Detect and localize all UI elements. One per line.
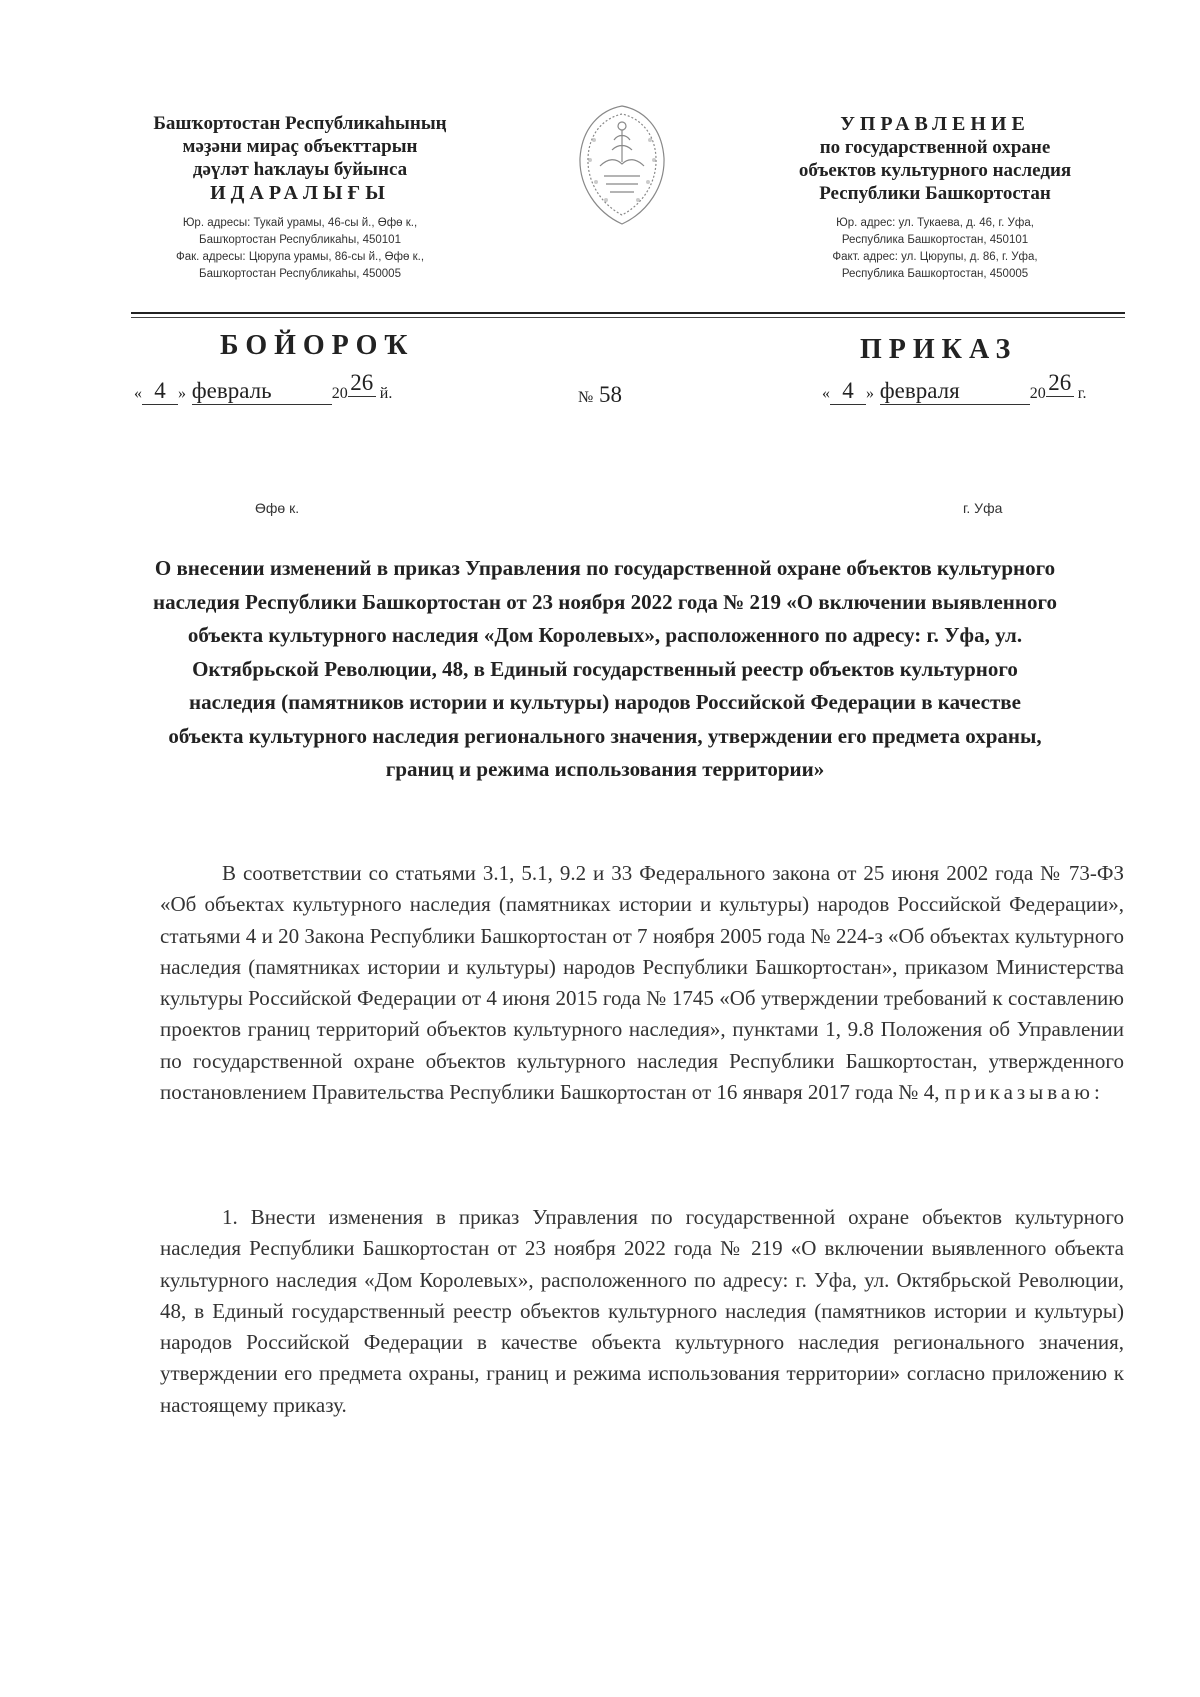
left-date-year-prefix: 20 [331, 385, 348, 402]
number-sign: № [578, 389, 594, 406]
header-left-line: дәүләт һаҡлауы буйынса [192, 159, 408, 180]
right-date-year-prefix: 20 [1029, 385, 1046, 402]
address-line: Фак. адресы: Цюрупа урамы, 86-сы й., Өфө к., [175, 251, 425, 263]
header-left-address [100, 215, 500, 283]
body-preamble [160, 858, 1124, 1108]
right-doc-title: ПРИКАЗ [860, 334, 1018, 365]
address-line: Башҡортостан Республикаһы, 450005 [199, 268, 401, 280]
address-line: Башҡортостан Республикаһы, 450101 [199, 234, 401, 246]
right-date-month: февраля [880, 378, 1030, 405]
header-left-line: мәҙәни мираҫ объекттарын [182, 136, 418, 157]
address-line: Республика Башкортостан, 450005 [841, 268, 1029, 280]
header-right [740, 112, 1130, 283]
header-divider-thin [131, 317, 1125, 318]
header-right-line: Республики Башкортостан [819, 183, 1051, 204]
right-date-year-mark: г. [1077, 385, 1087, 402]
address-line: Республика Башкортостан, 450101 [841, 234, 1029, 246]
order-number [578, 382, 622, 408]
address-line: Юр. адресы: Тукай урамы, 46-сы й., Өфө к., [182, 217, 418, 229]
right-date-year-suffix: 26 [1046, 370, 1074, 397]
address-line: Юр. адрес: ул. Тукаева, д. 46, г. Уфа, [836, 217, 1034, 229]
header-divider [131, 312, 1125, 314]
coat-of-arms-emblem [570, 100, 674, 228]
header-left [100, 112, 500, 283]
preamble-text: В соответствии со статьями 3.1, 5.1, 9.2 и 33 Федерального закона от 25 июня 2002 года № 73-ФЗ «Об объектах культурного наследия (памятниках истории и культуры) народов Российской Федерации», статьями 4 и 20 Закона Республики Башкортостан от 7 ноября 2005 года № 224-з «Об объектах культурного наследия (памятниках истории и культуры) народов Республики Башкортостан», приказом Министерства культуры Российской Федерации от 4 июня 2015 года № 1745 «Об утверждении требований к составлению проектов границ территорий объектов культурного наследия», пунктами 1, 9.8 Положения об Управлении по государственной охране объектов культурного наследия Республики Башкортостан, утвержденного постановлением Правительства Республики Башкортостан от 16 января 2017 года № 4, [160, 861, 1124, 1105]
header-right-line: объектов культурного наследия [798, 160, 1072, 181]
right-city: г. Уфа [963, 500, 1003, 516]
document-title: О внесении изменений в приказ Управления по государственной охране объектов культурного наследия Республики Башкортостан от 23 ноября 2022 года № 219 «О включении выявленного объекта культурного наследия «Дом Королевых», расположенного по адресу: г. Уфа, ул. Октябрьской Революции, 48, в Единый государственный реестр объектов культурного наследия (памятников истории и культуры) народов Российской Федерации в качестве объекта культурного наследия регионального значения, утверждении его предмета охраны, границ и режима использования территории» [152, 556, 1058, 781]
left-date-day: 4 [142, 378, 178, 405]
quote-close: » [866, 385, 874, 402]
quote-open: « [822, 385, 830, 402]
body-item-1: 1. Внести изменения в приказ Управления по государственной охране объектов культурного наследия Республики Башкортостан от 23 ноября 2022 года № 219 «О включении выявленного объекта культурного наследия «Дом Королевых», расположенного по адресу: г. Уфа, ул. Октябрьской Революции, 48, в Единый государственный реестр объектов культурного наследия (памятников истории и культуры) народов Российской Федерации в качестве объекта культурного наследия регионального значения, утверждении его предмета охраны, границ и режима использования территории» согласно приложению к настоящему приказу. [160, 1205, 1124, 1417]
address-line: Факт. адрес: ул. Цюрупы, д. 86, г. Уфа, [832, 251, 1038, 263]
left-date-month: февраль [192, 378, 332, 405]
header-right-address [740, 215, 1130, 283]
order-word: приказываю: [944, 1080, 1104, 1105]
header-left-org-name: ИДАРАЛЫҒЫ [210, 182, 390, 204]
quote-close: » [178, 385, 186, 402]
left-date-year-mark: й. [379, 385, 393, 402]
left-date [134, 370, 393, 405]
header-right-org-name: УПРАВЛЕНИЕ [840, 113, 1030, 135]
left-date-year-suffix: 26 [348, 370, 376, 397]
right-date [822, 370, 1087, 405]
header-right-line: по государственной охране [819, 137, 1051, 158]
right-date-day: 4 [830, 378, 866, 405]
header-left-line: Башҡортостан Республикаһының [153, 113, 447, 134]
left-doc-title: БОЙОРОҠ [220, 330, 415, 361]
number-value: 58 [599, 382, 623, 407]
quote-open: « [134, 385, 142, 402]
left-city: Өфө к. [255, 500, 300, 516]
